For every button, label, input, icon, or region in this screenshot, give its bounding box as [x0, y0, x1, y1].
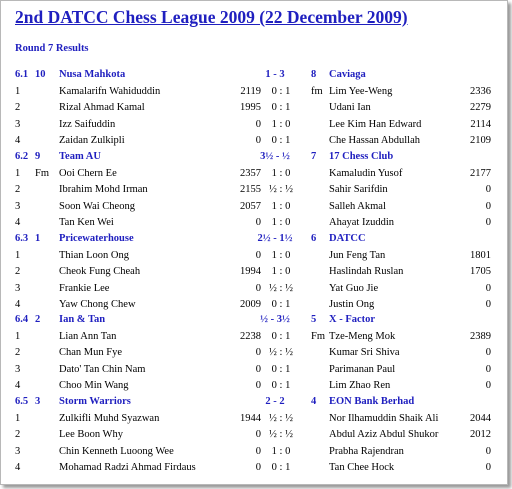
- game-row: [1, 199, 507, 215]
- away-player-name: Kumar Sri Shiva: [329, 347, 400, 359]
- home-player-name: Ooi Chern Ee: [59, 167, 117, 179]
- home-player-rating: 0: [255, 249, 261, 261]
- match-header-row: [1, 231, 507, 247]
- home-player-rating: 0: [255, 282, 261, 294]
- board-number: 3: [15, 200, 21, 212]
- game-row: [1, 329, 507, 345]
- board-number: 2: [15, 429, 21, 441]
- home-player-name: Lee Boon Why: [59, 429, 123, 441]
- away-player-rating: 0: [485, 347, 491, 359]
- board-number: 1: [15, 330, 21, 342]
- away-team-name: Caviaga: [329, 69, 366, 80]
- board-number: 4: [15, 135, 21, 147]
- away-team-name: 17 Chess Club: [329, 151, 394, 162]
- match-header-row: [1, 67, 507, 83]
- match-header-row: [1, 149, 507, 165]
- game-result: 0 : 1: [271, 330, 291, 342]
- board-number: 3: [15, 118, 21, 130]
- game-row: [1, 84, 507, 100]
- home-player-name: Rizal Ahmad Kamal: [59, 102, 145, 114]
- round-heading: Round 7 Results: [15, 43, 89, 54]
- home-player-name: Chan Mun Fye: [59, 347, 122, 359]
- home-player-rating: 1944: [240, 412, 261, 424]
- away-player-name: Lim Yee-Weng: [329, 85, 393, 97]
- game-result: 0 : 1: [271, 363, 291, 375]
- board-number: 4: [15, 217, 21, 229]
- board-number: 2: [15, 102, 21, 114]
- game-result: 1 : 0: [271, 266, 291, 278]
- away-player-rating: 0: [485, 299, 491, 311]
- away-player-name: Udani Ian: [329, 102, 371, 114]
- away-player-title: Fm: [311, 330, 326, 342]
- game-row: [1, 133, 507, 149]
- home-team-number: 9: [35, 151, 41, 162]
- home-player-name: Yaw Chong Chew: [59, 299, 136, 311]
- away-player-name: Yat Guo Jie: [329, 282, 379, 294]
- game-row: [1, 460, 507, 476]
- board-number: 4: [15, 462, 21, 474]
- home-player-name: Ibrahim Mohd Irman: [59, 184, 148, 196]
- away-player-name: Che Hassan Abdullah: [329, 135, 420, 147]
- game-row: [1, 248, 507, 264]
- home-player-rating: 2357: [240, 167, 261, 179]
- home-player-name: Cheok Fung Cheah: [59, 266, 141, 278]
- page-title: 2nd DATCC Chess League 2009 (22 December 2009): [15, 7, 408, 27]
- home-player-name: Choo Min Wang: [59, 380, 129, 392]
- match-score: 3½ - ½: [260, 151, 290, 162]
- board-number: 1: [15, 412, 21, 424]
- match-board-number: 6.1: [15, 69, 29, 80]
- away-player-rating: 2177: [470, 167, 491, 179]
- away-team-number: 5: [311, 314, 317, 325]
- away-player-rating: 0: [485, 445, 491, 457]
- board-number: 1: [15, 249, 21, 261]
- board-number: 3: [15, 445, 21, 457]
- game-row: [1, 264, 507, 280]
- board-number: 4: [15, 380, 21, 392]
- away-player-name: Kamaludin Yusof: [329, 167, 403, 179]
- away-player-rating: 2336: [470, 85, 491, 97]
- home-player-name: Thian Loon Ong: [59, 249, 129, 261]
- away-player-rating: 0: [485, 184, 491, 196]
- away-player-rating: 0: [485, 217, 491, 229]
- home-player-rating: 1994: [240, 266, 261, 278]
- home-team-number: 3: [35, 396, 41, 407]
- away-team-number: 8: [311, 69, 317, 80]
- home-player-rating: 2238: [240, 330, 261, 342]
- home-team-name: Nusa Mahkota: [59, 69, 126, 80]
- game-row: [1, 182, 507, 198]
- game-result: ½ : ½: [269, 282, 293, 294]
- game-result: 1 : 0: [271, 217, 291, 229]
- match-score: 2½ - 1½: [257, 233, 293, 244]
- game-result: 1 : 0: [271, 200, 291, 212]
- home-player-rating: 0: [255, 429, 261, 441]
- board-number: 2: [15, 347, 21, 359]
- away-player-name: Ahayat Izuddin: [329, 217, 395, 229]
- away-player-name: Lim Zhao Ren: [329, 380, 391, 392]
- away-player-rating: 2389: [470, 330, 491, 342]
- home-player-rating: 0: [255, 380, 261, 392]
- game-result: 1 : 0: [271, 167, 291, 179]
- home-player-rating: 2057: [240, 200, 261, 212]
- home-team-name: Ian & Tan: [59, 314, 106, 325]
- game-result: 0 : 1: [271, 462, 291, 474]
- away-player-rating: 0: [485, 363, 491, 375]
- game-row: [1, 117, 507, 133]
- match-header-row: [1, 312, 507, 328]
- home-player-name: Soon Wai Cheong: [59, 200, 135, 212]
- game-row: [1, 297, 507, 313]
- game-row: [1, 281, 507, 297]
- game-result: 1 : 0: [271, 445, 291, 457]
- away-team-name: DATCC: [329, 233, 366, 244]
- game-row: [1, 100, 507, 116]
- away-player-name: Nor Ilhamuddin Shaik Ali: [329, 412, 439, 424]
- home-player-rating: 0: [255, 347, 261, 359]
- match-board-number: 6.3: [15, 233, 29, 244]
- board-number: 1: [15, 85, 21, 97]
- home-player-name: Kamalarifn Wahiduddin: [59, 85, 161, 97]
- away-player-name: Jun Feng Tan: [329, 249, 386, 261]
- away-player-rating: 0: [485, 462, 491, 474]
- home-player-name: Lian Ann Tan: [59, 330, 117, 342]
- game-row: [1, 444, 507, 460]
- match-board-number: 6.5: [15, 396, 29, 407]
- game-result: ½ : ½: [269, 184, 293, 196]
- game-result: 0 : 1: [271, 299, 291, 311]
- away-player-name: Parimanan Paul: [329, 363, 396, 375]
- match-score: 1 - 3: [265, 69, 285, 80]
- away-player-rating: 0: [485, 200, 491, 212]
- match-board-number: 6.4: [15, 314, 29, 325]
- away-player-name: Abdul Aziz Abdul Shukor: [329, 429, 439, 441]
- away-team-number: 7: [311, 151, 317, 162]
- home-player-rating: 1995: [240, 102, 261, 114]
- game-row: [1, 427, 507, 443]
- home-team-name: Pricewaterhouse: [59, 233, 134, 244]
- game-result: ½ : ½: [269, 347, 293, 359]
- away-player-rating: 2044: [470, 412, 491, 424]
- home-player-title: Fm: [35, 167, 50, 179]
- game-row: [1, 215, 507, 231]
- game-row: [1, 411, 507, 427]
- home-team-name: Storm Warriors: [59, 396, 131, 407]
- away-player-name: Haslindah Ruslan: [329, 266, 404, 278]
- game-result: 1 : 0: [271, 118, 291, 130]
- home-player-rating: 0: [255, 445, 261, 457]
- game-result: 0 : 1: [271, 102, 291, 114]
- board-number: 1: [15, 167, 21, 179]
- away-player-title: fm: [311, 85, 323, 97]
- home-player-name: Frankie Lee: [59, 282, 110, 294]
- board-number: 2: [15, 184, 21, 196]
- away-player-rating: 2012: [470, 429, 491, 441]
- home-player-rating: 0: [255, 135, 261, 147]
- home-player-name: Zulkifli Muhd Syazwan: [59, 412, 160, 424]
- board-number: 4: [15, 299, 21, 311]
- away-player-name: Tan Chee Hock: [329, 462, 395, 474]
- away-player-name: Lee Kim Han Edward: [329, 118, 422, 130]
- home-player-rating: 2155: [240, 184, 261, 196]
- game-row: [1, 378, 507, 394]
- home-team-number: 1: [35, 233, 41, 244]
- home-player-name: Mohamad Radzi Ahmad Firdaus: [59, 462, 196, 474]
- home-team-number: 10: [35, 69, 46, 80]
- home-player-rating: 0: [255, 462, 261, 474]
- home-player-rating: 0: [255, 217, 261, 229]
- home-player-rating: 2119: [240, 85, 261, 97]
- game-result: ½ : ½: [269, 412, 293, 424]
- game-row: [1, 345, 507, 361]
- away-player-rating: 2114: [470, 118, 491, 130]
- home-player-rating: 2009: [240, 299, 261, 311]
- away-player-rating: 2279: [470, 102, 491, 114]
- away-player-rating: 1705: [470, 266, 491, 278]
- game-row: [1, 166, 507, 182]
- home-player-rating: 0: [255, 363, 261, 375]
- away-player-name: Prabha Rajendran: [329, 445, 404, 457]
- away-player-rating: 0: [485, 282, 491, 294]
- game-result: ½ : ½: [269, 429, 293, 441]
- home-player-rating: 0: [255, 118, 261, 130]
- match-score: ½ - 3½: [260, 314, 290, 325]
- board-number: 3: [15, 282, 21, 294]
- home-team-name: Team AU: [59, 151, 101, 162]
- away-player-name: Sahir Sarifdin: [329, 184, 388, 196]
- game-result: 0 : 1: [271, 135, 291, 147]
- away-team-number: 6: [311, 233, 317, 244]
- game-result: 0 : 1: [271, 380, 291, 392]
- match-header-row: [1, 394, 507, 410]
- away-player-rating: 2109: [470, 135, 491, 147]
- home-player-name: Zaidan Zulkipli: [59, 135, 125, 147]
- away-team-number: 4: [311, 396, 317, 407]
- board-number: 3: [15, 363, 21, 375]
- match-board-number: 6.2: [15, 151, 29, 162]
- home-player-name: Tan Ken Wei: [59, 217, 114, 229]
- game-result: 1 : 0: [271, 249, 291, 261]
- away-team-name: EON Bank Berhad: [329, 396, 415, 407]
- away-player-rating: 1801: [470, 249, 491, 261]
- home-player-name: Izz Saifuddin: [59, 118, 116, 130]
- home-player-name: Dato' Tan Chin Nam: [59, 363, 146, 375]
- away-player-rating: 0: [485, 380, 491, 392]
- away-player-name: Justin Ong: [329, 299, 375, 311]
- game-row: [1, 362, 507, 378]
- home-team-number: 2: [35, 314, 41, 325]
- away-team-name: X - Factor: [329, 314, 376, 325]
- game-result: 0 : 1: [271, 85, 291, 97]
- match-score: 2 - 2: [265, 396, 285, 407]
- home-player-name: Chin Kenneth Luoong Wee: [59, 445, 174, 457]
- away-player-name: Salleh Akmal: [329, 200, 386, 212]
- away-player-name: Tze-Meng Mok: [329, 330, 396, 342]
- board-number: 2: [15, 266, 21, 278]
